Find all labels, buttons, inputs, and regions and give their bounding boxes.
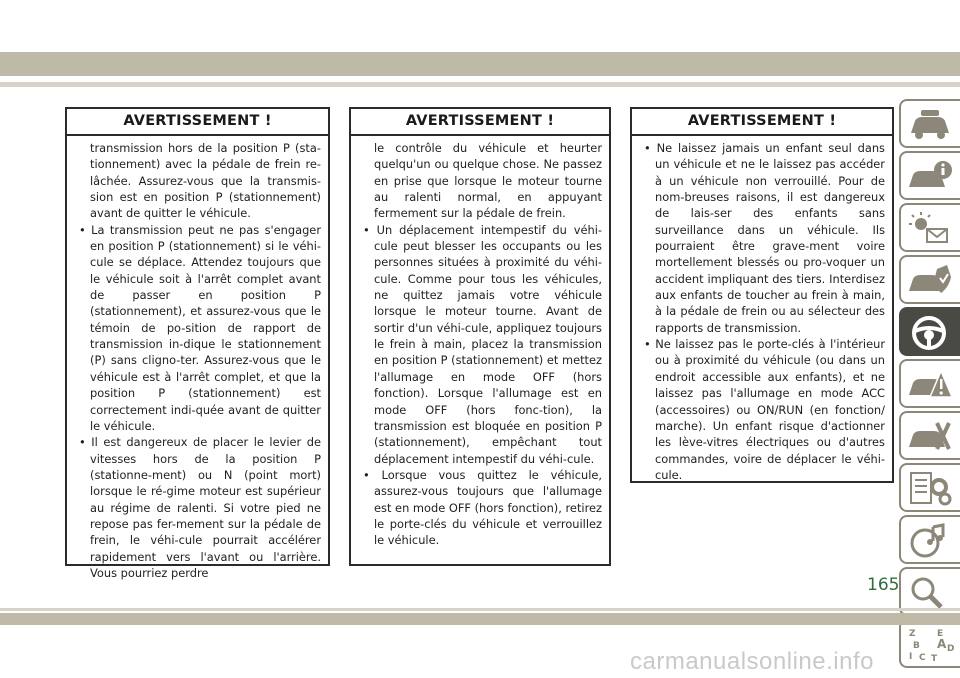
language-index-icon[interactable] bbox=[899, 619, 960, 668]
warning-box-1 bbox=[65, 107, 330, 580]
index-letter: E bbox=[937, 629, 944, 639]
index-letter: C bbox=[919, 653, 926, 663]
index-letter: Z bbox=[909, 629, 916, 639]
index-letter: T bbox=[931, 654, 938, 664]
car-safety-icon[interactable] bbox=[899, 255, 960, 304]
bullet-item: • Lorsque vous quittez le véhicule, assurez-vous toujours que l'allumage est en mode OFF (hors fonction), retirez le porte-clés du véhicule et verrouillez le véhicule. bbox=[363, 467, 602, 549]
warning-box-2-title: AVERTISSEMENT ! bbox=[351, 109, 609, 136]
warning-box-3-title: AVERTISSEMENT ! bbox=[632, 109, 892, 136]
car-info-icon[interactable] bbox=[899, 99, 960, 148]
bullet-item: • La transmission peut ne pas s'engager en position P (stationnement) si le véhi-cule se déplace. Attendez toujours que le véhicule soit à l'arrêt complet avant de passer en position P (stationnement), et assurez-vous que le témoin de po-sition de rapport de transmission in-dique le stationnement (P) sans cligno-ter. Assurez-vous que le véhicule est à l'arrêt complet, et que la position P (stationnement) est correctement indi-quée avant de quitter le véhicule. bbox=[79, 222, 321, 434]
paragraph: transmission hors de la position P (sta-tionnement) avec la pédale de frein re-lâchée. Assurez-vous que la transmis-sion est en position P (stationnement) avant de quitter le véhicule. bbox=[90, 141, 321, 221]
index-letter: A bbox=[937, 637, 947, 651]
warning-box-2-body bbox=[351, 136, 609, 555]
watermark: carmanualsonline.info bbox=[630, 648, 874, 675]
warning-box-3-body bbox=[632, 136, 892, 489]
index-letter: B bbox=[913, 641, 920, 651]
paragraph: le contrôle du véhicule et heurter quelqu'un ou quelque chose. Ne passez en prise que lorsque le moteur tourne au ralenti normal, en appuyant fermement sur la pédale de frein. bbox=[374, 141, 602, 221]
top-decorative-band bbox=[0, 52, 960, 76]
steering-wheel-icon[interactable] bbox=[899, 307, 960, 356]
warning-box-1-body bbox=[67, 136, 328, 587]
index-letter: D bbox=[947, 644, 955, 654]
warning-box-1-title: AVERTISSEMENT ! bbox=[67, 109, 328, 136]
checklist-gears-icon[interactable] bbox=[899, 463, 960, 512]
index-letter: I bbox=[909, 652, 913, 662]
car-warning-icon[interactable] bbox=[899, 359, 960, 408]
car-service-icon[interactable] bbox=[899, 411, 960, 460]
warning-box-3 bbox=[630, 107, 894, 483]
car-info-i-icon[interactable] bbox=[899, 151, 960, 200]
bullet-item: • Ne laissez jamais un enfant seul dans un véhicule et ne le laissez pas accéder à un véhicule non verrouillé. Pour de nom-breuses raisons, il est dangereux de lais-ser des enfants sans surveillance dans un véhicule. Ils pourraient être grave-ment voire mortellement blessés ou pro-voquer un accident impliquant des tiers. Interdisez aux enfants de toucher au frein à main, à la pédale de frein ou au sélecteur des rapports de transmission. bbox=[644, 140, 885, 336]
bottom-decorative-stripe bbox=[0, 608, 960, 611]
top-decorative-stripe bbox=[0, 82, 960, 87]
multimedia-icon[interactable] bbox=[899, 515, 960, 564]
page-number: 165 bbox=[867, 575, 900, 595]
bottom-decorative-band bbox=[0, 613, 960, 625]
bullet-item: • Un déplacement intempestif du véhi-cule peut blesser les occupants ou les personnes situées à proximité du véhi-cule. Comme pour tous les véhicules, ne quittez jamais votre véhicule lorsque le moteur tourne. Avant de sortir d'un véhi-cule, appliquez toujours le frein à main, placez la transmission en position P (stationnement) et mettez l'allumage en mode OFF (hors fonction). Lorsque l'allumage est en mode OFF (hors fonc-tion), la transmission est bloquée en position P (stationnement), empêchant tout déplacement intempestif du véhi-cule. bbox=[363, 222, 602, 467]
warning-lights-icon[interactable] bbox=[899, 203, 960, 252]
warning-box-2 bbox=[349, 107, 611, 566]
bullet-item: • Il est dangereux de placer le levier de vitesses hors de la position P (stationne-ment) ou N (point mort) lorsque le ré-gime moteur est supérieur au régime de ralenti. Si votre pied ne repose pas fer-mement sur la pédale de frein, le véhi-cule pourrait accélérer rapidement vers l'avant ou l'arrière. Vous pourriez perdre bbox=[79, 434, 321, 581]
bullet-item: • Ne laissez pas le porte-clés à l'intérieur ou à proximité du véhicule (ou dans un endroit accessible aux enfants), et ne laissez pas l'allumage en mode ACC (accessoires) ou ON/RUN (en fonction/ marche). Un enfant risque d'actionner les lève-vitres électriques ou d'autres commandes, voire de déplacer le véhi-cule. bbox=[644, 336, 885, 483]
